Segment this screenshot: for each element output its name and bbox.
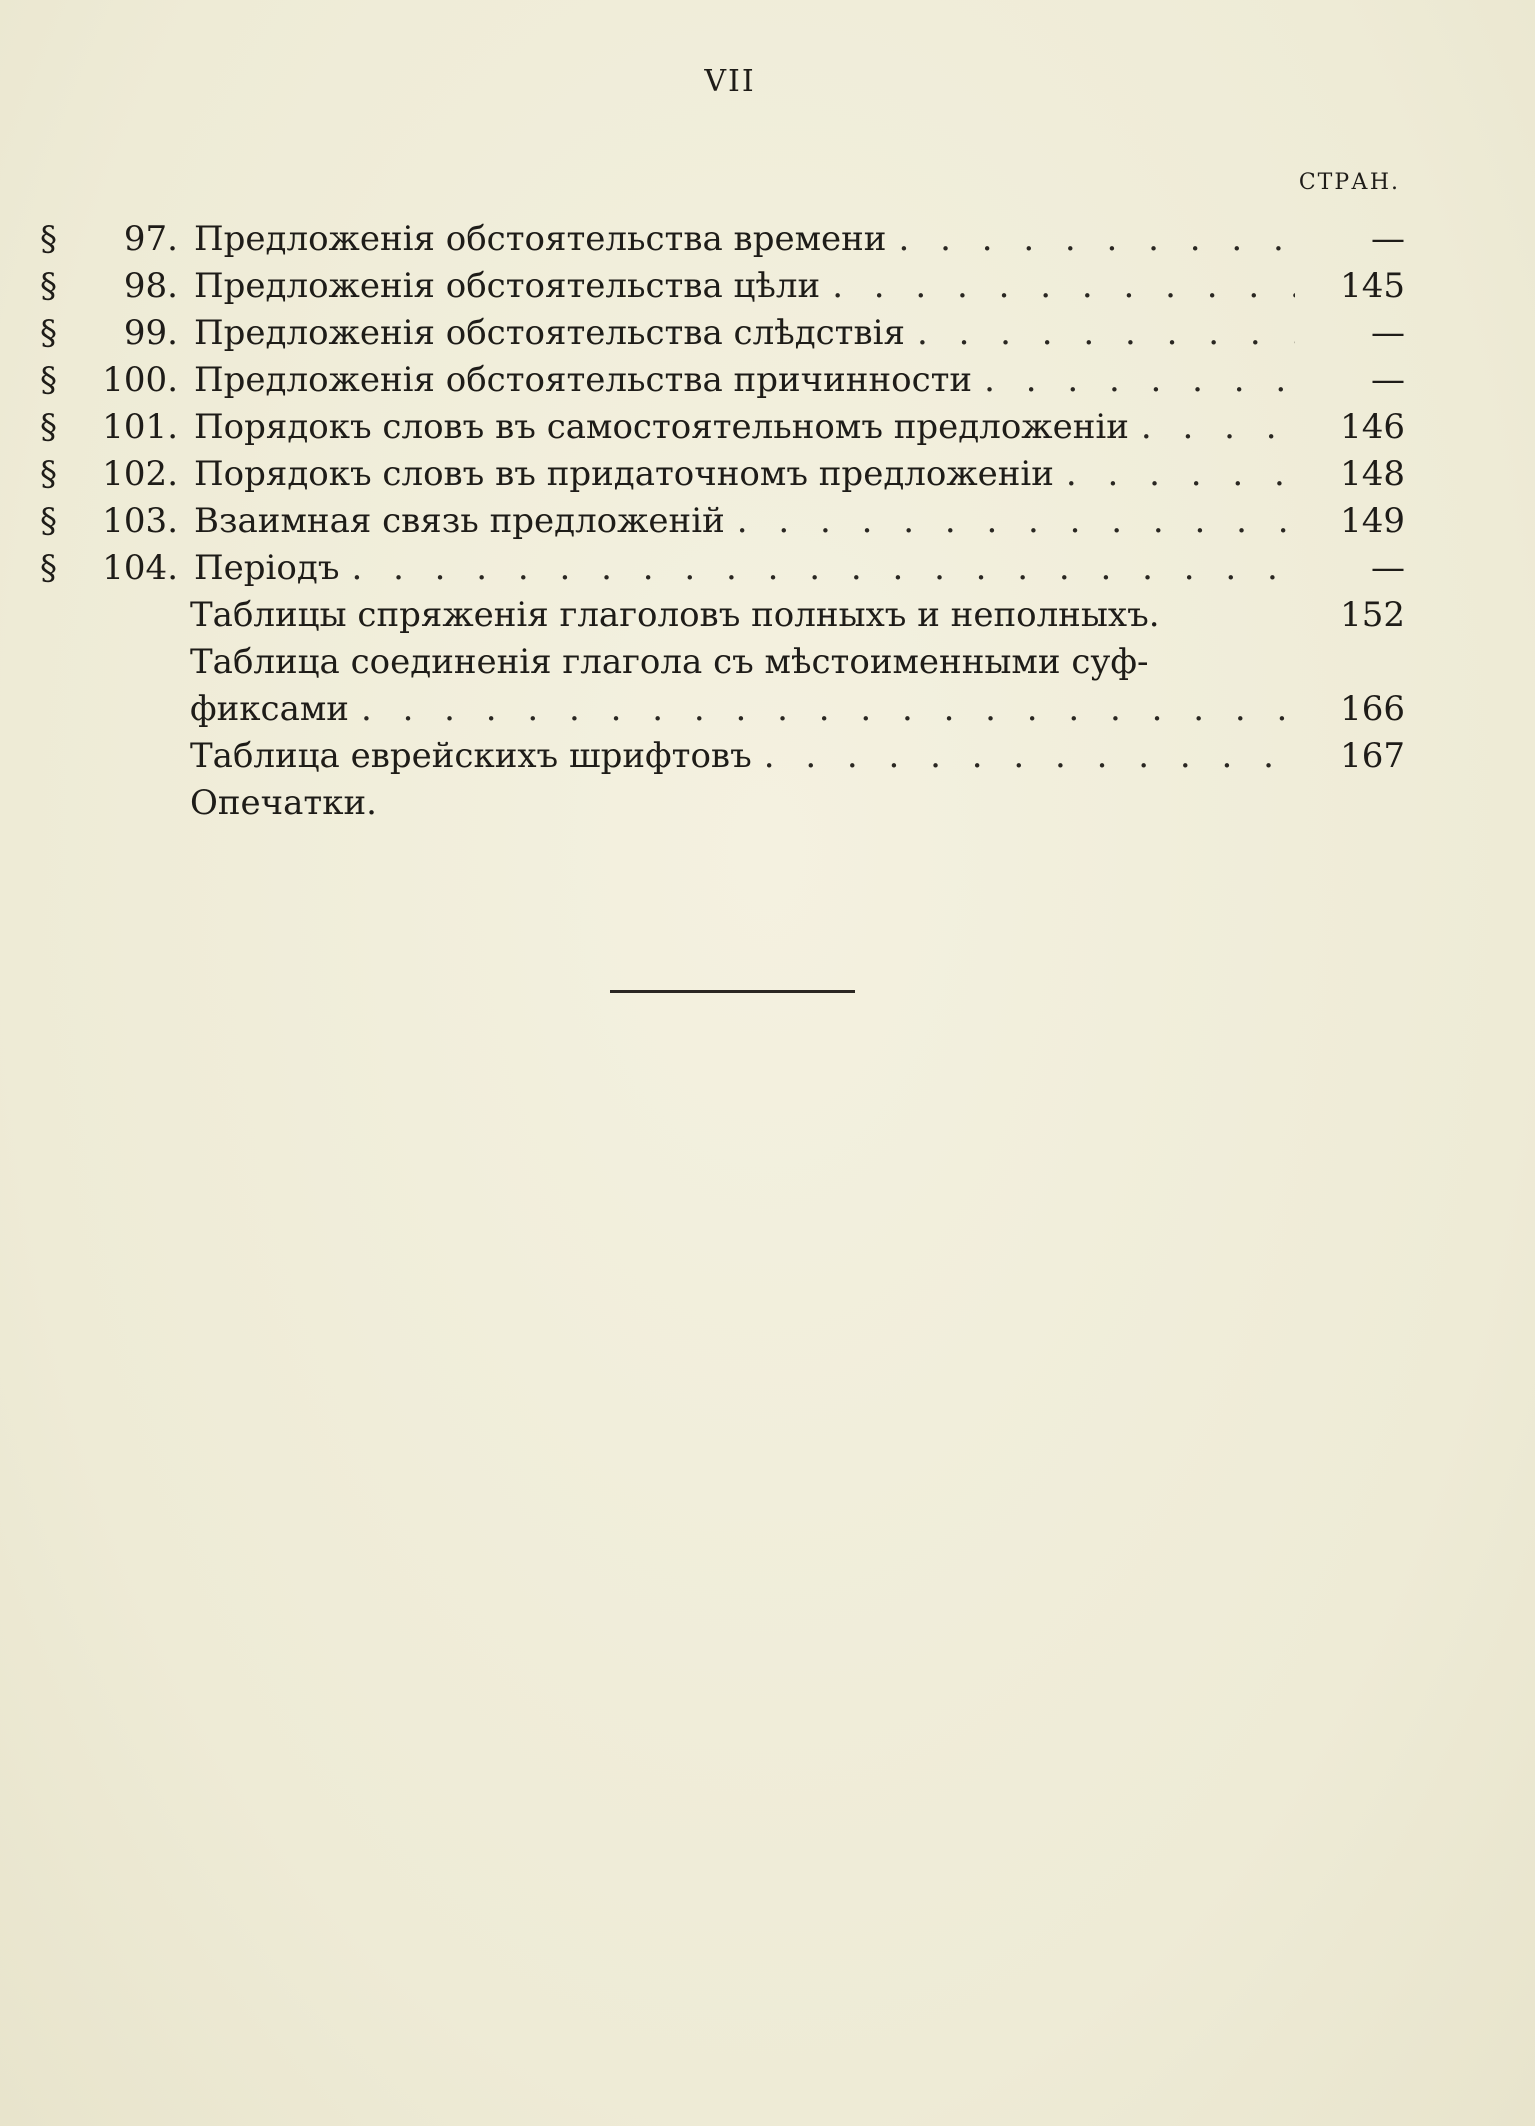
section-sign: § [40,454,57,494]
section-title: Предложенія обстоятельства слѣдствія [194,313,905,353]
section-title: Предложенія обстоятельства цѣли [194,266,821,306]
toc-entry-conjugation-tables[interactable] [40,592,1405,639]
dot-leader [886,216,1295,263]
dot-leader [725,498,1295,545]
section-sign: § [40,266,57,306]
section-number: 97. [123,219,178,259]
dot-leader [972,357,1295,404]
entry-title: Таблица соединенія глагола съ мѣстоименными суф- [190,642,1149,682]
page-reference: 166 [1340,689,1405,729]
section-number: 103. [102,501,178,541]
section-sign: § [40,360,57,400]
entry-title: Таблица еврейскихъ шрифтовъ [190,736,752,776]
dot-leader [1054,451,1295,498]
section-number: 104. [102,548,178,588]
section-number: 102. [102,454,178,494]
page-number: VII [704,64,756,99]
toc-entry-suffix-table-line1[interactable] [40,639,1405,686]
section-title: Порядокъ словъ въ самостоятельномъ предложеніи [194,407,1129,447]
section-number: 98. [123,266,178,306]
page-reference: 148 [1340,454,1405,494]
dot-leader [820,263,1295,310]
section-sign: § [40,501,57,541]
page-reference: 149 [1340,501,1405,541]
toc-entry-98[interactable] [40,263,1405,310]
section-number: 101. [102,407,178,447]
page-reference: — [1371,548,1405,588]
page-reference: 146 [1340,407,1405,447]
toc-entry-102[interactable] [40,451,1405,498]
page-reference: — [1371,313,1405,353]
toc-entry-100[interactable] [40,357,1405,404]
section-number: 99. [123,313,178,353]
dot-leader [339,545,1295,592]
toc-entry-103[interactable] [40,498,1405,545]
page-reference: — [1371,219,1405,259]
page-reference: 167 [1340,736,1405,776]
dot-leader [1129,404,1295,451]
dot-leader [905,310,1295,357]
table-of-contents [40,216,1405,827]
toc-entry-errata[interactable] [40,780,1405,827]
page-column-header: СТРАН. [1298,170,1400,195]
section-title: Порядокъ словъ въ придаточномъ предложеніи [194,454,1054,494]
page-reference: — [1371,360,1405,400]
section-title: Періодъ [194,548,340,588]
dot-leader [349,686,1295,733]
toc-entry-101[interactable] [40,404,1405,451]
dot-leader [752,733,1295,780]
section-sign: § [40,313,57,353]
entry-title: Таблицы спряженія глаголовъ полныхъ и неполныхъ. [190,595,1160,635]
toc-entry-99[interactable] [40,310,1405,357]
entry-title: Опечатки. [190,783,377,823]
section-title: Предложенія обстоятельства времени [194,219,887,259]
toc-entry-97[interactable] [40,216,1405,263]
section-sign: § [40,548,57,588]
section-title: Взаимная связь предложеній [194,501,725,541]
toc-entry-hebrew-fonts[interactable] [40,733,1405,780]
section-sign: § [40,407,57,447]
section-number: 100. [102,360,178,400]
section-sign: § [40,219,57,259]
page-reference: 152 [1340,595,1405,635]
toc-entry-suffix-table-line2[interactable] [40,686,1405,733]
entry-title: фиксами [190,689,349,729]
page-reference: 145 [1340,266,1405,306]
toc-entry-104[interactable] [40,545,1405,592]
end-rule [610,990,855,993]
section-title: Предложенія обстоятельства причинности [194,360,973,400]
